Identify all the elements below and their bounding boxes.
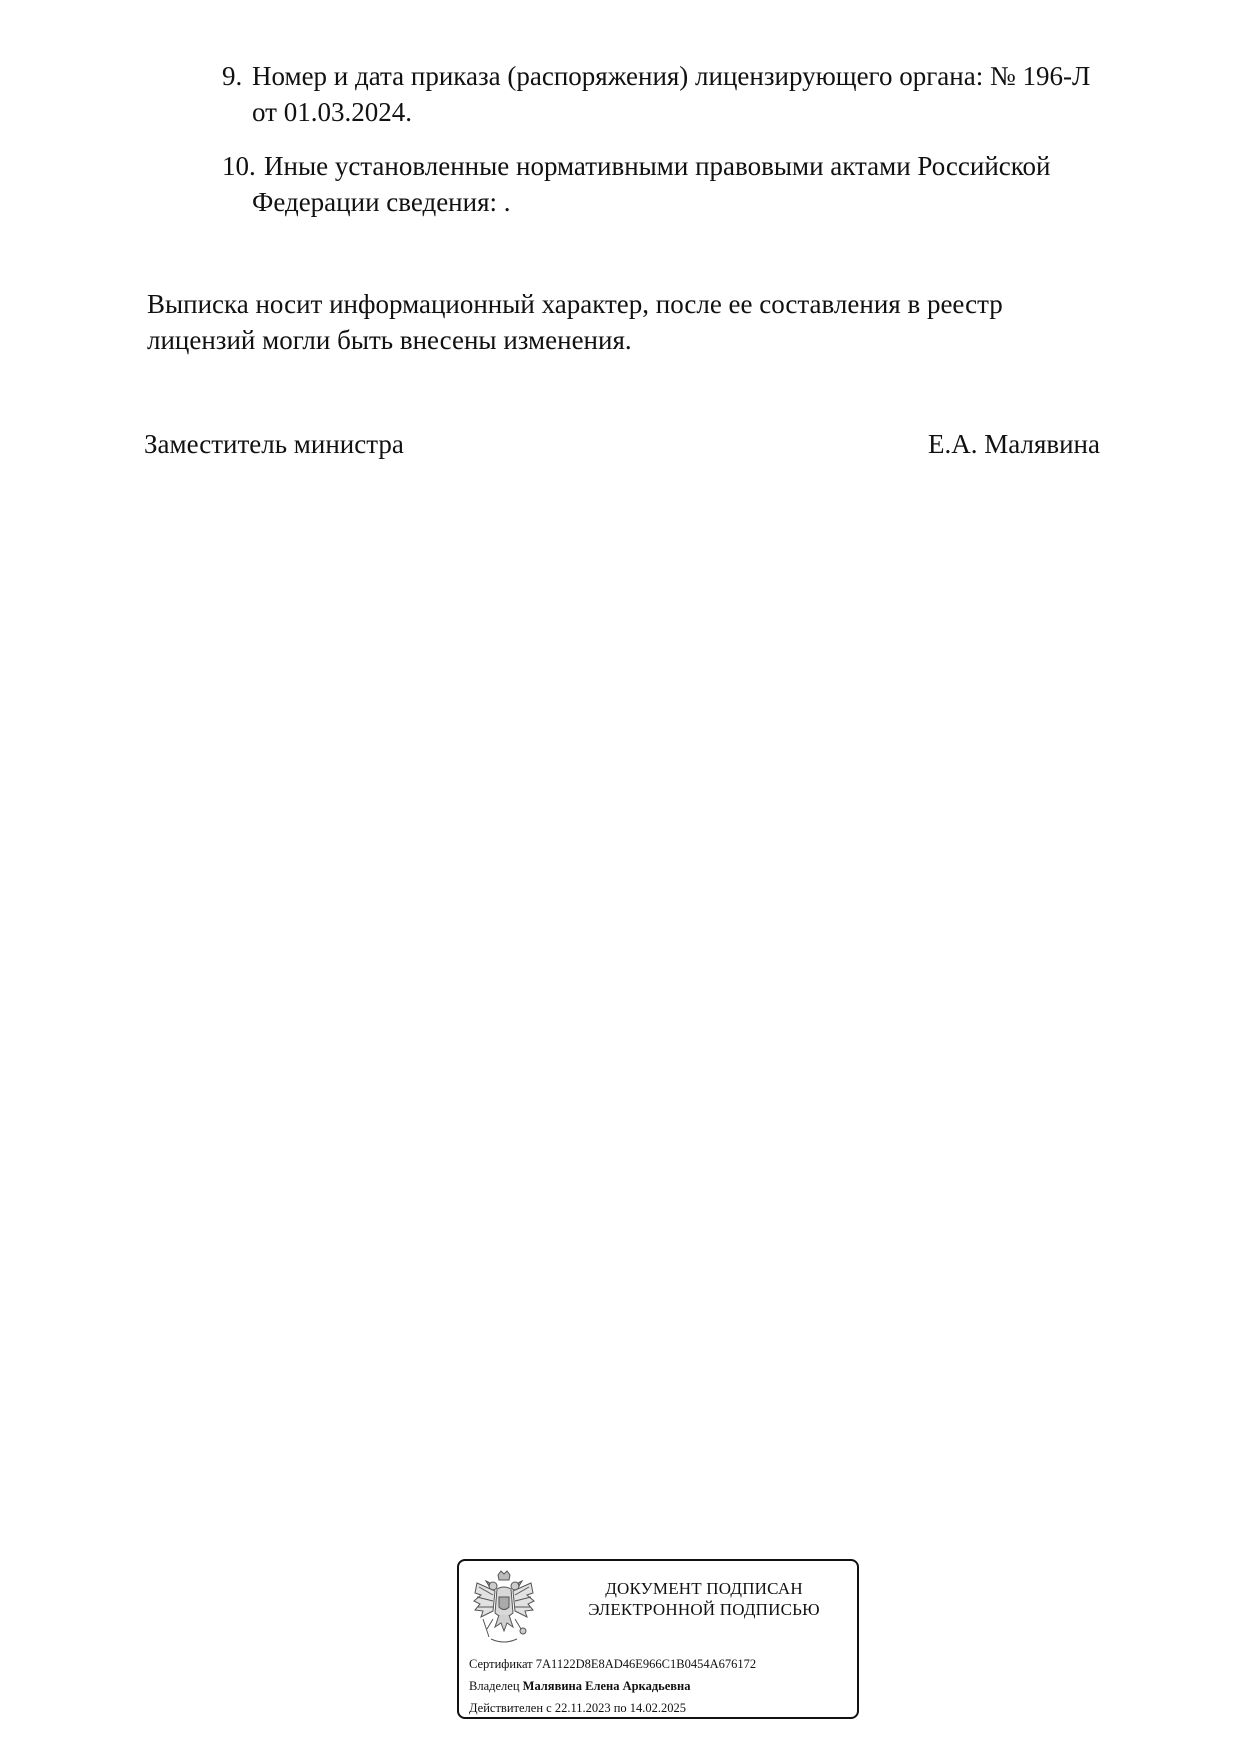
- list-item-line: Номер и дата приказа (распоряжения) лицензирующего органа: № 196-Л: [252, 61, 1091, 91]
- list-item-10: [222, 148, 1182, 220]
- owner-row: [469, 1675, 756, 1697]
- disclaimer-line: Выписка носит информационный характер, после ее составления в реестр: [147, 289, 1003, 319]
- validity-value: с 22.11.2023 по 14.02.2025: [546, 1701, 687, 1715]
- validity-label: Действителен: [469, 1701, 544, 1715]
- disclaimer-note: [147, 286, 1107, 358]
- list-item-text: [222, 148, 1182, 220]
- stamp-heading-line: ДОКУМЕНТ ПОДПИСАН: [605, 1579, 803, 1598]
- validity-row: [469, 1697, 756, 1719]
- owner-value: Малявина Елена Аркадьевна: [522, 1679, 691, 1693]
- stamp-details: [469, 1653, 756, 1719]
- list-item-line: Федерации сведения: .: [252, 187, 511, 217]
- certificate-value: 7A1122D8E8AD46E966C1B0454A676172: [535, 1657, 757, 1671]
- certificate-row: [469, 1653, 756, 1675]
- stamp-heading: [559, 1578, 849, 1620]
- stamp-heading-line: ЭЛЕКТРОННОЙ ПОДПИСЬЮ: [588, 1600, 820, 1619]
- owner-label: Владелец: [469, 1679, 520, 1693]
- list-item-9: [222, 58, 1182, 130]
- double-headed-eagle-emblem-icon: [471, 1569, 537, 1651]
- list-item-line: от 01.03.2024.: [252, 97, 412, 127]
- list-item-number: 10.: [222, 151, 256, 181]
- signer-name: Е.А. Малявина: [928, 429, 1100, 459]
- list-item-line: Иные установленные нормативными правовыми актами Российской: [264, 151, 1051, 181]
- certificate-label: Сертификат: [469, 1657, 533, 1671]
- disclaimer-line: лицензий могли быть внесены изменения.: [147, 325, 632, 355]
- signer-title: Заместитель министра: [144, 429, 404, 459]
- list-item-text: [222, 58, 1182, 130]
- electronic-signature-stamp: [457, 1559, 859, 1719]
- list-item-number: 9.: [222, 61, 243, 91]
